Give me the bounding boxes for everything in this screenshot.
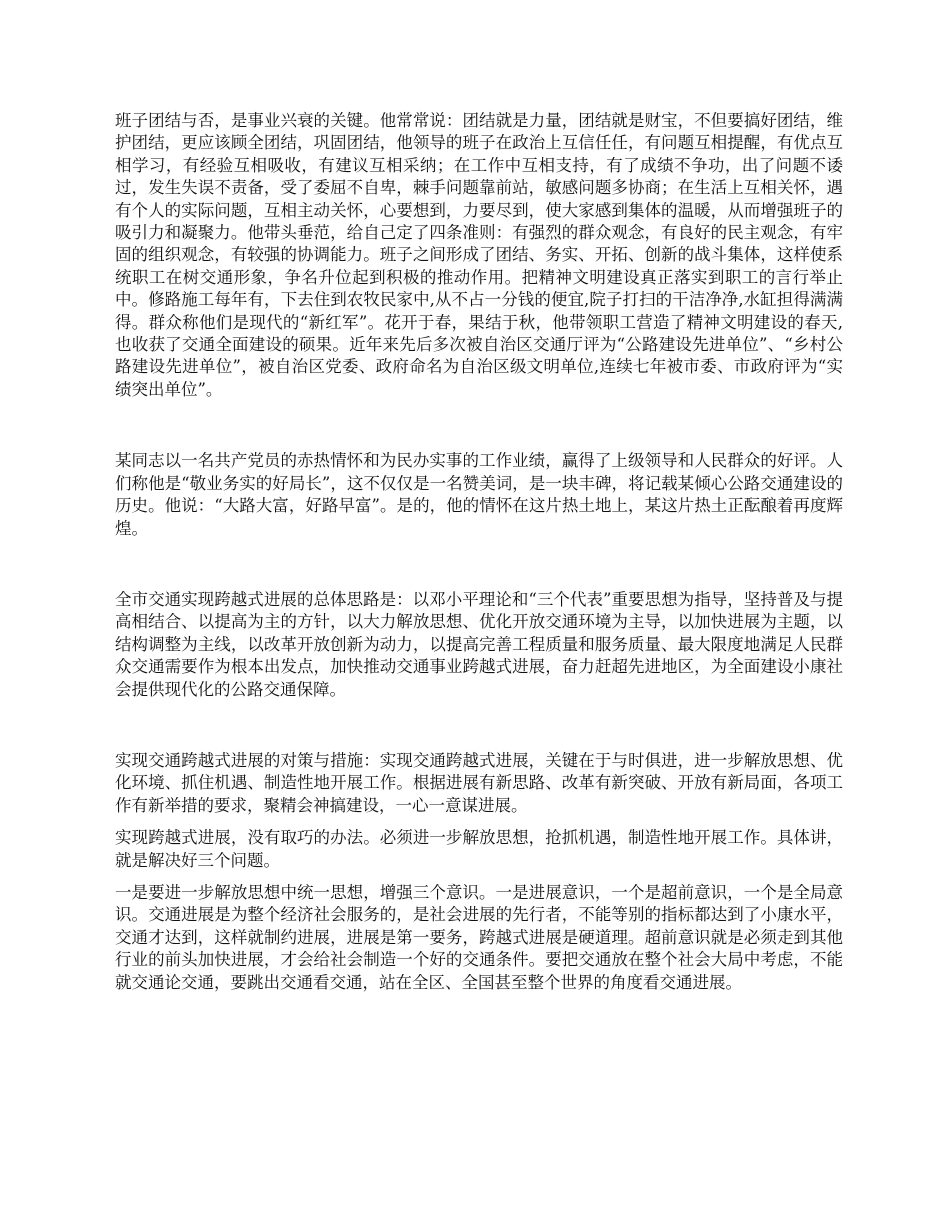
document-body (115, 110, 843, 994)
paragraph-overall-strategy: 全市交通实现跨越式进展的总体思路是：以邓小平理论和“三个代表”重要思想为指导，坚持普及与提高相结合、以提高为主的方针，以大力解放思想、优化开放交通环境为主导，以加快进展为主题，以结构调整为主线，以改革开放创新为动力，以提高完善工程质量和服务质量、最大限度地满足人民群众交通需要作为根本出发点，加快推动交通事业跨越式进展，奋力赶超先进地区，为全面建设小康社会提供现代化的公路交通保障。 (115, 589, 843, 699)
paragraph-three-awareness: 一是要进一步解放思想中统一思想，增强三个意识。一是进展意识，一个是超前意识，一个是全局意识。交通进展是为整个经济社会服务的，是社会进展的先行者，不能等别的指标都达到了小康水平，交通才达到，这样就制约进展，进展是第一要务，跨越式进展是硬道理。超前意识就是必须走到其他行业的前头加快进展，才会给社会制造一个好的交通条件。要把交通放在整个社会大局中考虑，不能就交通论交通，要跳出交通看交通，站在全区、全国甚至整个世界的角度看交通进展。 (115, 882, 843, 992)
paragraph-praise: 某同志以一名共产党员的赤热情怀和为民办实事的工作业绩，赢得了上级领导和人民群众的好评。人们称他是“敬业务实的好局长”，这不仅仅是一名赞美词，是一块丰碑，将记载某倾心公路交通建设的历史。他说：“大路大富，好路早富”。是的，他的情怀在这片热土地上，某这片热土正酝酿着再度辉煌。 (115, 451, 843, 538)
paragraph-team-unity: 班子团结与否，是事业兴衰的关键。他常常说：团结就是力量，团结就是财宝，不但要搞好团结，维护团结，更应该顾全团结，巩固团结，他领导的班子在政治上互信任任，有问题互相提醒，有优点互相学习，有经验互相吸收，有建议互相采纳；在工作中互相支持，有了成绩不争功，出了问题不诿过，发生失误不责备，受了委屈不自卑，棘手问题靠前站，敏感问题多协商；在生活上互相关怀，遇有个人的实际问题，互相主动关怀，心要想到，力要尽到，使大家感到集体的温暖，从而增强班子的吸引力和凝聚力。他带头垂范，给自己定了四条准则：有强烈的群众观念，有良好的民主观念，有牢固的组织观念，有较强的协调能力。班子之间形成了团结、务实、开拓、创新的战斗集体，这样使系统职工在树交通形象，争名升位起到积极的推动作用。把精神文明建设真正落实到职工的言行举止中。修路施工每年有，下去住到农牧民家中,从不占一分钱的便宜,院子打扫的干洁净净,水缸担得满满得。群众称他们是现代的“新红军”。花开于春，果结于秋，他带领职工营造了精神文明建设的春天,也收获了交通全面建设的硕果。近年来先后多次被自治区交通厅评为“公路建设先进单位”、“乡村公路建设先进单位”，被自治区党委、政府命名为自治区级文明单位,连续七年被市委、市政府评为“实绩突出单位”。 (115, 111, 843, 399)
paragraph-no-shortcut: 实现跨越式进展，没有取巧的办法。必须进一步解放思想，抢抓机遇，制造性地开展工作。具体讲，就是解决好三个问题。 (115, 828, 843, 870)
paragraph-countermeasures: 实现交通跨越式进展的对策与措施：实现交通跨越式进展，关键在于与时俱进，进一步解放思想、优化环境、抓住机遇、制造性地开展工作。根据进展有新思路、改革有新突破、开放有新局面，各项工作有新举措的要求，聚精会神搞建设，一心一意谋进展。 (115, 750, 843, 815)
